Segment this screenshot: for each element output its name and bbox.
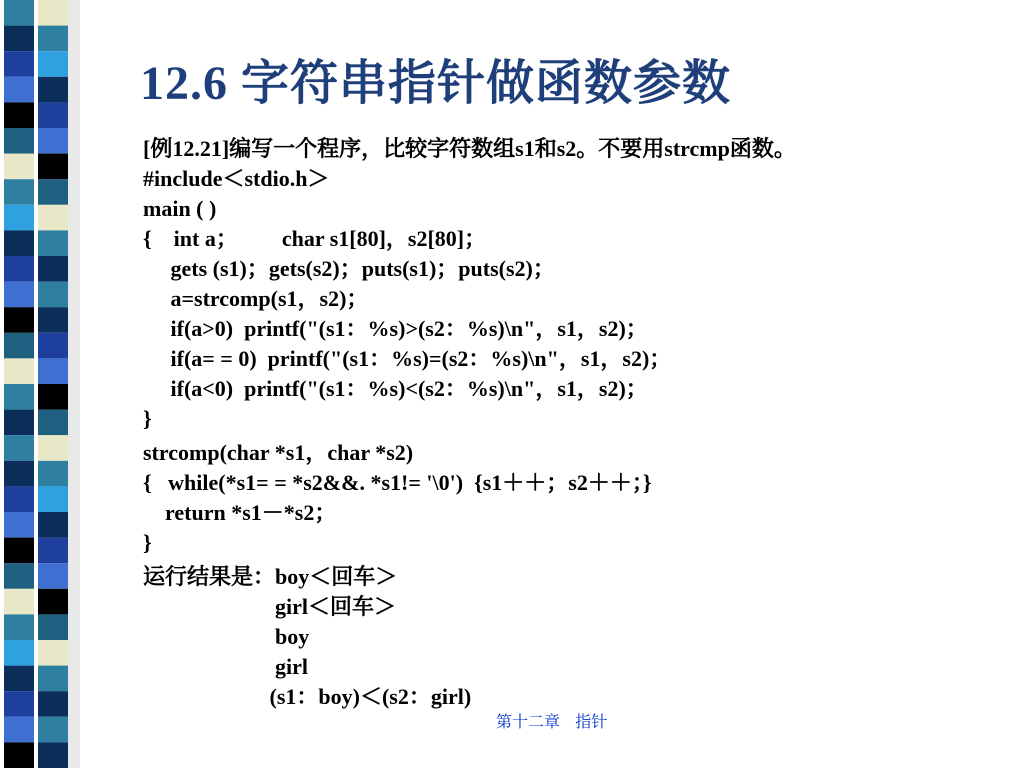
code-line: if(a<0) printf("(s1：%s)<(s2：%s)\n"，s1，s2)； (143, 376, 648, 401)
code-line: #include＜stdio.h＞ (143, 166, 330, 191)
code-line: return *s1－*s2； (143, 500, 337, 525)
decorative-side-strip (0, 0, 112, 768)
code-line: if(a>0) printf("(s1：%s)>(s2：%s)\n"，s1，s2)； (143, 316, 648, 341)
result-line: girl＜回车＞ (143, 594, 396, 619)
slide-title: 12.6 字符串指针做函数参数 (140, 57, 732, 110)
code-line: a=strcomp(s1，s2)； (143, 286, 369, 311)
result-line: 运行结果是：boy＜回车＞ (143, 564, 398, 589)
code-line: if(a= = 0) printf("(s1：%s)=(s2：%s)\n"，s1，s2)； (143, 346, 672, 371)
code-line: strcomp(char *s1，char *s2) (143, 440, 414, 465)
code-line: gets (s1)；gets(s2)；puts(s1)；puts(s2)； (143, 256, 555, 281)
code-line: main ( ) (143, 196, 217, 221)
result-line: girl (143, 654, 308, 679)
code-line: } (143, 530, 152, 555)
result-line: boy (143, 624, 310, 649)
result-line: (s1：boy)＜(s2：girl) (143, 684, 472, 709)
problem-statement: [例12.21]编写一个程序，比较字符数组s1和s2。不要用strcmp函数。 (143, 136, 796, 161)
code-line: { int a； char s1[80]，s2[80]； (143, 226, 487, 251)
slide-footer: 第十二章 指针 (496, 712, 608, 731)
code-line: { while(*s1= = *s2&&. *s1!= '\0') {s1＋＋；s2＋＋；} (143, 470, 652, 495)
code-line: } (143, 406, 152, 431)
